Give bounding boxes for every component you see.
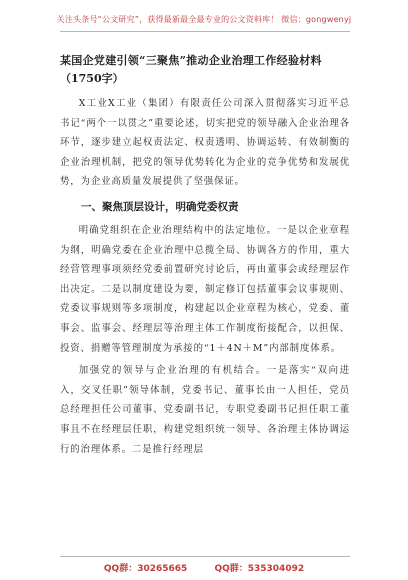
section-1-paragraph-1: 明确党组织在企业治理结构中的法定地位。一是以企业章程为纲，明确党委在企业治理中总揽全局、协调各方的作用，重大经营管理事项须经党委前置研究讨论后，再由董事会或经理层作出决定。二是以制度建设为要，制定修订包括董事会议事规则、党委议事规则等多项制度，构建起以企业章程为核心，党委、董事会、监事会、经理层等治理主体工作制度衔接配合，以担保、投资、捐赠等管理制度为承接的“1＋4N＋M”内部制度体系。	[60, 224, 350, 354]
intro-paragraph: X工业X工业（集团）有限责任公司深入贯彻落实习近平总书记“两个一以贯之”重要论述，切实把党的领导融入企业治理各环节，逐步建立起权责法定、权责透明、协调运转、有效制衡的企业治理机制，把党的领导优势转化为企业的竞争优势和发展优势，为企业高质量发展提供了坚强保证。	[60, 98, 350, 188]
footer-qq-group-1: QQ群：30265665	[103, 564, 188, 574]
header-divider	[60, 31, 350, 32]
document-title: 某国企党建引领“三聚焦”推动企业治理工作经验材料	[60, 54, 322, 67]
footer-qq-group-2: QQ群：535304092	[214, 564, 305, 574]
document-body	[60, 52, 350, 459]
footer	[0, 561, 408, 574]
word-count: （1750字）	[60, 72, 124, 85]
section-1-heading: 一、聚焦顶层设计，明确党委权责	[81, 200, 239, 213]
footer-divider	[60, 556, 350, 557]
top-banner: 关注头条号“公文研究”，获得最新最全最专业的公文资料库！ 微信：gongwenyj	[56, 15, 352, 24]
section-1-paragraph-2: 加强党的领导与企业治理的有机结合。一是落实“双向进入，交叉任职”领导体制，党委书记、董事长由一人担任，党员总经理担任公司董事、党委副书记，专职党委副书记担任职工董事且不在经理层任职，构建党组织统一领导、各治理主体协调运行的治理体系。二是推行经理层	[60, 365, 350, 455]
